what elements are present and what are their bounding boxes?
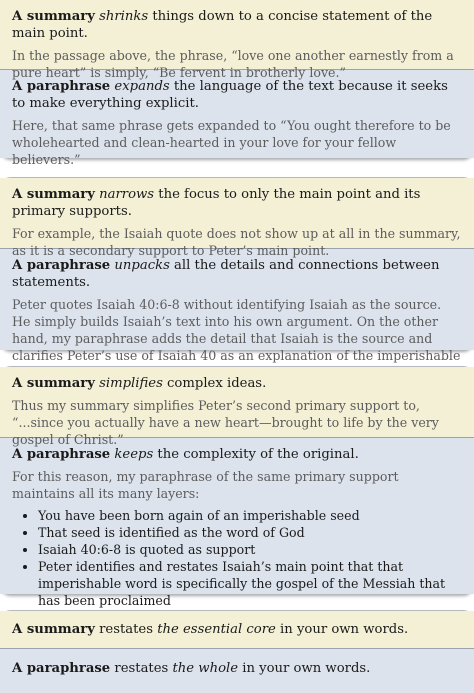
paraphrase-box	[0, 248, 474, 363]
summary-heading: A summary simplifies complex ideas.	[12, 376, 267, 391]
summary-box	[0, 178, 474, 258]
paraphrase-explanation: Peter quotes Isaiah 40:6-8 without identifying Isaiah as the source. He simply builds Isaiah’s text into his own argument. On the other hand, my paraphrase adds the detail that Isaiah is the source and clarifies Peter’s use of Isaiah 40 as an explanation of the imperishable	[12, 297, 461, 363]
list-item: • Isaiah 40:6-8 is quoted as support	[38, 541, 462, 558]
summary-box	[0, 367, 474, 447]
comparison-card-narrow-unpack	[0, 178, 474, 363]
list-item: • That seed is identified as the word of God	[38, 524, 462, 541]
paraphrase-explanation: For this reason, my paraphrase of the same primary support maintains all its many layers:	[12, 469, 399, 501]
paraphrase-heading: A paraphrase unpacks all the details and connections between statements.	[12, 258, 440, 290]
paraphrase-layers-list	[12, 507, 462, 609]
paraphrase-heading: A paraphrase keeps the complexity of the original.	[12, 447, 359, 462]
comparison-card-shrink-expand	[0, 0, 474, 167]
summary-heading: A summary shrinks things down to a concise statement of the main point.	[12, 9, 433, 41]
paraphrase-heading: A paraphrase restates the whole in your own words.	[12, 661, 371, 676]
paraphrase-explanation: Here, that same phrase gets expanded to “You ought therefore to be wholehearted and clean-hearted in your love for your fellow believers.”	[12, 118, 451, 167]
summary-heading: A summary restates the essential core in your own words.	[12, 622, 409, 637]
paraphrase-box	[0, 437, 474, 608]
paraphrase-box	[0, 648, 474, 693]
summary-box	[0, 0, 474, 80]
paraphrase-heading: A paraphrase expands the language of the text because it seeks to make everything explicit.	[12, 79, 448, 111]
comparison-card-simplify-keep	[0, 367, 474, 608]
list-item: • You have been born again of an imperishable seed	[38, 507, 462, 524]
summary-heading: A summary narrows the focus to only the main point and its primary supports.	[12, 187, 421, 219]
summary-explanation: For example, the Isaiah quote does not show up at all in the summary, as it is a secondary support to Peter’s main point.	[12, 226, 461, 258]
summary-explanation: In the passage above, the phrase, “love one another earnestly from a pure heart” is simply, “Be fervent in brotherly love.”	[12, 48, 454, 80]
summary-box	[0, 611, 474, 648]
comparison-card-core-whole	[0, 611, 474, 693]
summary-explanation: Thus my summary simplifies Peter’s second primary support to, “...since you actually have a new heart—brought to life by the very gospel of Christ.”	[12, 398, 439, 447]
paraphrase-box	[0, 69, 474, 167]
list-item: • Peter identifies and restates Isaiah’s main point that that imperishable word is specifically the gospel of the Messiah that has been proclaimed	[38, 558, 462, 609]
